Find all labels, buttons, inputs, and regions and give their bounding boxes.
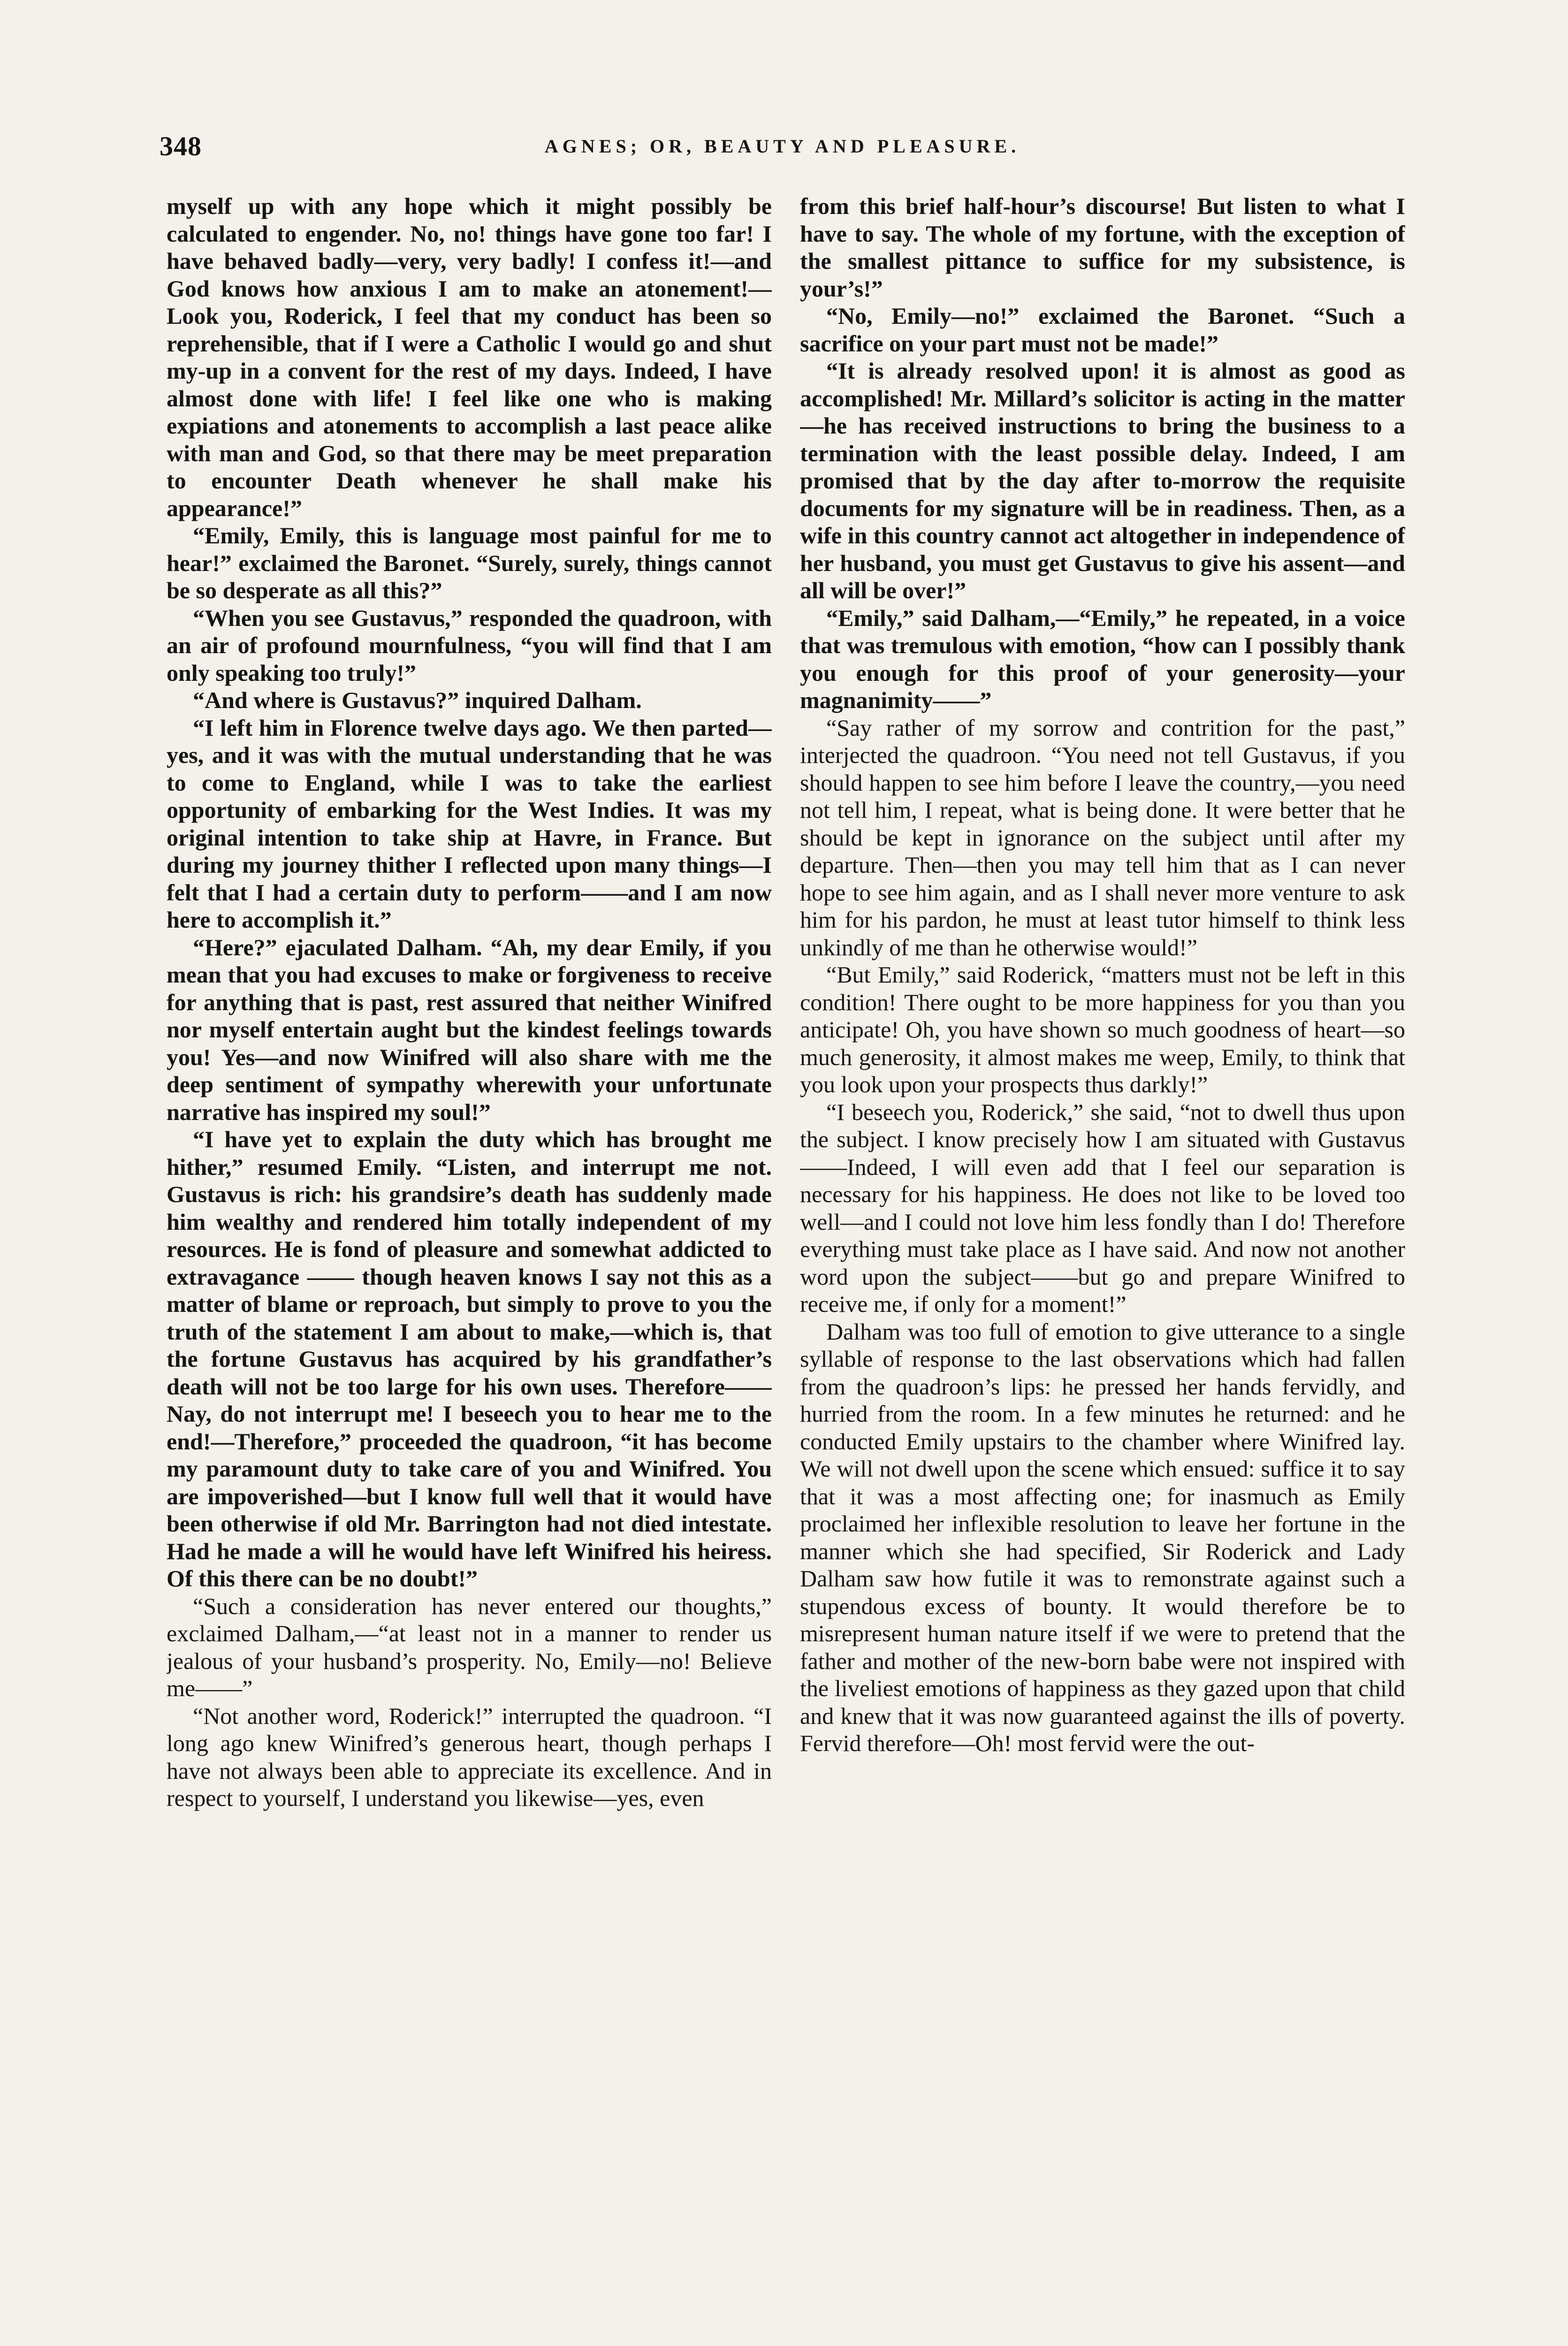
paragraph: Dalham was too full of emotion to give utterance to a single syllable of response to the last observations which had fallen from the quadroon’s lips: he pressed her hands fervidly, and hurried from the room. In a few minutes he returned: and he conducted Emily upstairs to the chamber where Winifred lay. We will not dwell upon the scene which ensued: suffice it to say that it was a most affecting one; for inasmuch as Emily proclaimed her inflexible resolution to leave her fortune in the manner which she had specified, Sir Roderick and Lady Dalham saw how futile it was to remonstrate against such a stupendous excess of bounty. It would therefore be to misrepresent human nature itself if we were to pretend that the father and mother of the new-born babe were not inspired with the liveliest emotions of happiness as they gazed upon that child and knew that it was now guaranteed against the ills of poverty. Fervid therefore—Oh! most fervid were the out- [800, 1318, 1405, 1756]
paragraph: “No, Emily—no!” exclaimed the Baronet. “Such a sacrifice on your part must not be made!” [800, 303, 1405, 357]
paragraph: “But Emily,” said Roderick, “matters must not be left in this condition! There ought to be more happiness for you than you anticipate! Oh, you have shown so much goodness of heart—so much generosity, it almost makes me weep, Emily, to think that you look upon your prospects thus darkly!” [800, 961, 1405, 1097]
running-title: AGNES; OR, BEAUTY AND PLEASURE. [544, 136, 1020, 157]
page-header [160, 130, 1405, 163]
paragraph: “Emily,” said Dalham,—“Emily,” he repeated, in a voice that was tremulous with emotion, “how can I possibly thank you enough for this proof of your generosity—your magnanimity——” [800, 604, 1405, 713]
paragraph: from this brief half-hour’s discourse! But listen to what I have to say. The whole of my fortune, with the exception of the smallest pittance to suffice for my subsistence, is your’s!” [800, 193, 1405, 302]
paragraph: “Such a consideration has never entered our thoughts,” exclaimed Dalham,—“at least not in a manner to render us jealous of your husband’s prosperity. No, Emily—no! Believe me——” [167, 1592, 772, 1701]
paragraph: “I have yet to explain the duty which has brought me hither,” resumed Emily. “Listen, and interrupt me not. Gustavus is rich: his grandsire’s death has suddenly made him wealthy and rendered him totally independent of my resources. He is fond of pleasure and somewhat addicted to extravagance —— though heaven knows I say not this as a matter of blame or reproach, but simply to prove to you the truth of the statement I am about to make,—which is, that the fortune Gustavus has acquired by his grandfather’s death will not be too large for his own uses. Therefore——Nay, do not interrupt me! I beseech you to hear me to the end!—Therefore,” proceeded the quadroon, “it has become my paramount duty to take care of you and Winifred. You are impoverished—but I know full well that it would have been otherwise if old Mr. Barrington had not died intestate. Had he made a will he would have left Winifred his heiress. Of this there can be no doubt!” [167, 1126, 772, 1592]
paragraph: “It is already resolved upon! it is almost as good as accomplished! Mr. Millard’s solicitor is acting in the matter—he has received instructions to bring the business to a termination with the least possible delay. Indeed, I am promised that by the day after to-morrow the requisite documents for my signature will be in readiness. Then, as a wife in this country cannot act altogether in independence of her husband, you must get Gustavus to give his assent—and all will be over!” [800, 358, 1405, 603]
paragraph: “When you see Gustavus,” responded the quadroon, with an air of profound mournfulness, “you will find that I am only speaking too truly!” [167, 604, 772, 686]
paragraph: “Here?” ejaculated Dalham. “Ah, my dear Emily, if you mean that you had excuses to make or forgiveness to receive for anything that is past, rest assured that neither Winifred nor myself entertain aught but the kindest feelings towards you! Yes—and now Winifred will also share with me the deep sentiment of sympathy wherewith your unfortunate narrative has inspired my soul!” [167, 934, 772, 1125]
paragraph: “I beseech you, Roderick,” she said, “not to dwell thus upon the subject. I know precisely how I am situated with Gustavus——Indeed, I will even add that I feel our separation is necessary for his happiness. He does not like to be loved too well—and I could not love him less fondly than I do! Therefore everything must take place as I have said. And now not another word upon the subject——but go and prepare Winifred to receive me, if only for a moment!” [800, 1098, 1405, 1317]
page-number: 348 [160, 131, 202, 161]
paragraph: “Say rather of my sorrow and contrition for the past,” interjected the quadroon. “You need not tell Gustavus, if you should happen to see him before I leave the country,—you need not tell him, I repeat, what is being done. It were better that he should be kept in ignorance on the subject until after my departure. Then—then you may tell him that as I can never hope to see him again, and as I shall never more venture to ask him for his pardon, he must at least tutor himself to think less unkindly of me than he otherwise would!” [800, 714, 1405, 960]
paragraph: “Not another word, Roderick!” interrupted the quadroon. “I long ago knew Winifred’s generous heart, though perhaps I have not always been able to appreciate its excellence. And in respect to yourself, I understand you likewise—yes, even [167, 1702, 772, 1811]
paragraph: “And where is Gustavus?” inquired Dalham. [193, 687, 642, 713]
paragraph: “I left him in Florence twelve days ago. We then parted—yes, and it was with the mutual understanding that he was to come to England, while I was to take the earliest opportunity of embarking for the West Indies. It was my original intention to take ship at Havre, in France. But during my journey thither I reflected upon many things—I felt that I had a certain duty to perform——and I am now here to accomplish it.” [167, 714, 772, 933]
paragraph: myself up with any hope which it might possibly be calculated to engender. No, no! things have gone too far! I have behaved badly—very, very badly! I confess it!—and God knows how anxious I am to make an atonement!—Look you, Roderick, I feel that my conduct has been so reprehensible, that if I were a Catholic I would go and shut my-up in a convent for the rest of my days. Indeed, I have almost done with life! I feel like one who is making expiations and atonements to accomplish a last peace alike with man and God, so that there may be meet preparation to encounter Death whenever he shall make his appearance!” [167, 193, 772, 521]
left-column [167, 192, 772, 2346]
paragraph: “Emily, Emily, this is language most painful for me to hear!” exclaimed the Baronet. “Surely, surely, things cannot be so desperate as all this?” [167, 522, 772, 603]
right-column [800, 192, 1405, 2346]
